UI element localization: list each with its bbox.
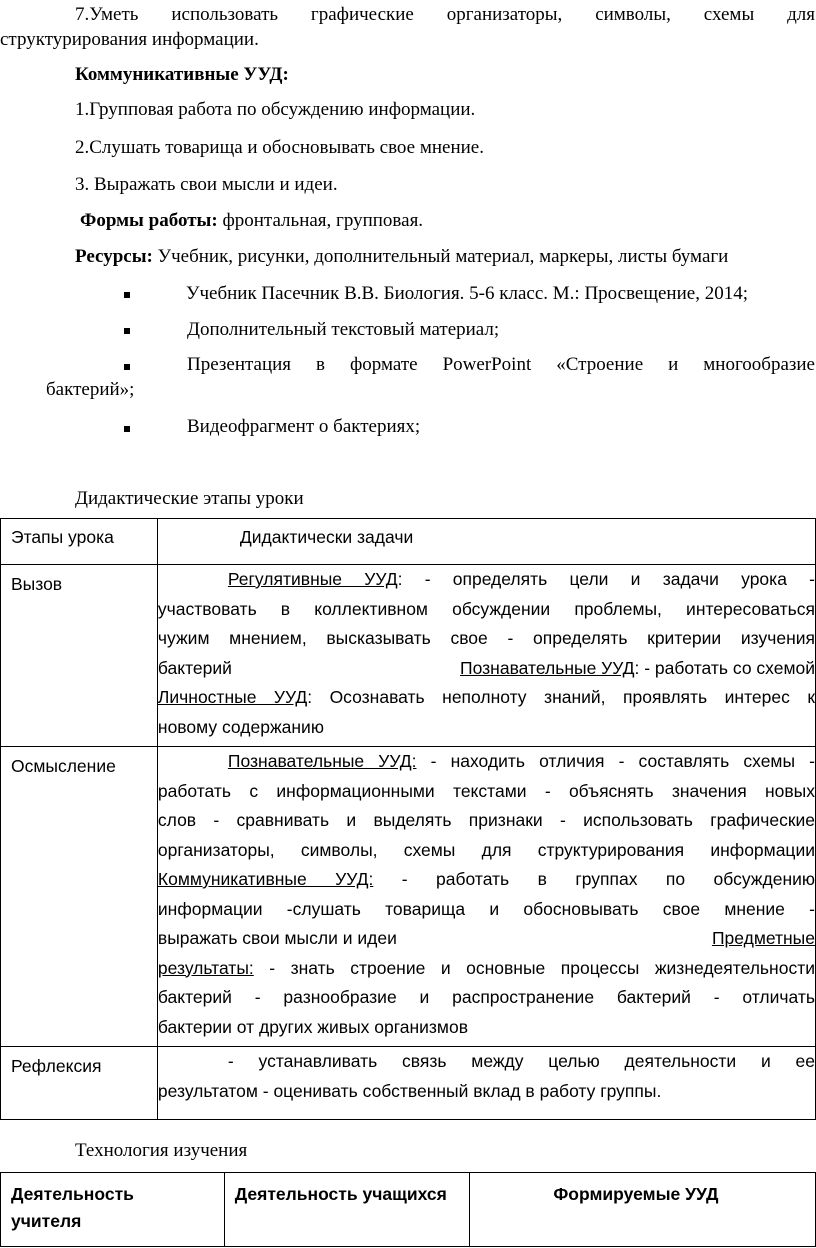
task-text: - устанавливать связь между целью деятельности и ее xyxy=(227,1051,815,1071)
stage-reflection-tasks xyxy=(157,1047,815,1120)
communicative-item-2: 2.Слушать товарища и обосновывать свое мнение. xyxy=(75,137,484,158)
task-text: : - определять цели и задачи урока - xyxy=(397,569,816,589)
bullet-icon xyxy=(124,328,130,334)
item-7-word: схемы xyxy=(703,4,755,25)
task-line xyxy=(158,924,815,954)
forms-of-work xyxy=(80,210,423,232)
header-tasks xyxy=(157,519,815,565)
task-text: - работать в группах по обсуждению xyxy=(373,869,816,889)
header-teacher-l1: Деятельность xyxy=(11,1184,134,1204)
item-7-word: для xyxy=(787,4,815,25)
technology-title: Технология изучения xyxy=(75,1140,248,1161)
header-stage: Этапы урока xyxy=(1,519,158,565)
table-row xyxy=(1,1047,816,1120)
task-line: бактерии от других живых организмов xyxy=(157,1016,468,1037)
technology-table xyxy=(0,1172,816,1247)
resource-item-4: Видеофрагмент о бактериях; xyxy=(187,416,421,437)
task-text: бактерий xyxy=(157,657,232,678)
task-line xyxy=(158,654,815,684)
task-text: - находить отличия - составлять схемы - xyxy=(416,751,815,771)
task-text: : - работать со схемой xyxy=(634,657,815,678)
communicative-heading xyxy=(75,64,289,86)
table-row xyxy=(1,565,816,747)
task-text xyxy=(460,654,815,684)
communicative-uud-link: Коммуникативные УУД: xyxy=(157,869,374,889)
communicative-heading-text: Коммуникативные УУД: xyxy=(75,64,289,85)
task-line: результатом - оценивать собственный вклад в работу группы. xyxy=(157,1080,662,1101)
personal-uud-link: Личностные УУД xyxy=(157,687,308,707)
cognitive-uud-link: Познавательные УУД xyxy=(460,657,635,678)
didactic-table xyxy=(0,518,816,1120)
task-line: работать с информационными текстами - объяснять значения новых xyxy=(157,780,815,801)
resource-item-3-text: Презентация в формате PowerPoint «Строение и многообразие xyxy=(187,354,815,375)
header-uud xyxy=(470,1173,816,1247)
header-student-activity xyxy=(224,1173,470,1247)
stage-call: Вызов xyxy=(1,565,158,747)
header-tasks-text: Дидактически задачи xyxy=(239,527,414,547)
task-line xyxy=(158,954,815,984)
header-teacher-activity xyxy=(1,1173,225,1247)
forms-value: фронтальная, групповая. xyxy=(217,210,424,231)
item-7-word: графические xyxy=(310,4,414,25)
table-row xyxy=(1,519,816,565)
task-line: бактерий - разнообразие и распространение бактерий - отличать xyxy=(157,987,815,1007)
bullet-icon xyxy=(124,426,130,432)
task-line xyxy=(158,747,815,777)
forms-label: Формы работы: xyxy=(80,210,218,231)
task-text: : Осознавать неполноту знаний, проявлять интерес к xyxy=(307,687,815,707)
table-row xyxy=(1,747,816,1047)
subject-results-link: Предметные xyxy=(711,928,815,948)
bullet-icon xyxy=(124,292,130,298)
subject-results-link-cont: результаты: xyxy=(157,957,254,978)
communicative-item-1: 1.Групповая работа по обсуждению информации. xyxy=(75,99,476,120)
task-line xyxy=(158,865,815,895)
resources-value: Учебник, рисунки, дополнительный материал, маркеры, листы бумаги xyxy=(152,246,729,267)
item-7-word: 7.Уметь xyxy=(75,4,139,25)
task-text: - знать строение и основные процессы жизнедеятельности xyxy=(253,957,815,978)
header-uud-text: Формируемые УУД xyxy=(553,1184,719,1204)
header-student-text: Деятельность учащихся xyxy=(234,1184,447,1204)
task-line: информации -слушать товарища и обосновывать свое мнение - xyxy=(157,898,815,919)
resource-item-3 xyxy=(187,354,815,376)
resource-item-3-cont: бактерий»; xyxy=(46,379,135,400)
table-row xyxy=(1,1173,816,1247)
regulatory-uud-link: Регулятивные УУД xyxy=(227,569,398,589)
task-line xyxy=(158,683,815,713)
didactic-title: Дидактические этапы уроки xyxy=(75,488,304,509)
resource-item-2: Дополнительный текстовый материал; xyxy=(187,319,500,340)
resources-label: Ресурсы: xyxy=(75,246,153,267)
header-teacher-l2: учителя xyxy=(11,1211,82,1231)
task-line xyxy=(158,1047,815,1077)
stage-comprehension-tasks xyxy=(157,747,815,1047)
item-7-line-1 xyxy=(75,4,815,26)
stage-comprehension: Осмысление xyxy=(1,747,158,1047)
task-line: участвовать в коллективном обсуждении проблемы, интересоваться xyxy=(157,598,815,619)
resources xyxy=(75,246,728,268)
item-7-word: символы, xyxy=(595,4,671,25)
task-text: выражать свои мысли и идеи xyxy=(157,928,397,948)
task-line: чужим мнением, высказывать свое - определять критерии изучения xyxy=(157,628,815,648)
item-7-word: организаторы, xyxy=(446,4,563,25)
bullet-icon xyxy=(124,364,130,370)
item-7-word: использовать xyxy=(171,4,279,25)
task-line: новому содержанию xyxy=(157,716,324,737)
resource-item-1: Учебник Пасечник В.В. Биология. 5-6 класс. М.: Просвещение, 2014; xyxy=(186,283,748,304)
item-7-line-2: структурирования информации. xyxy=(0,29,259,50)
task-line xyxy=(158,565,815,595)
stage-reflection: Рефлексия xyxy=(1,1047,158,1120)
task-line: слов - сравнивать и выделять признаки - использовать графические xyxy=(157,810,815,830)
cognitive-uud-link: Познавательные УУД: xyxy=(227,751,417,771)
communicative-item-3: 3. Выражать свои мысли и идеи. xyxy=(75,174,338,195)
stage-call-tasks xyxy=(157,565,815,747)
task-line: организаторы, символы, схемы для структурирования информации xyxy=(157,839,815,860)
